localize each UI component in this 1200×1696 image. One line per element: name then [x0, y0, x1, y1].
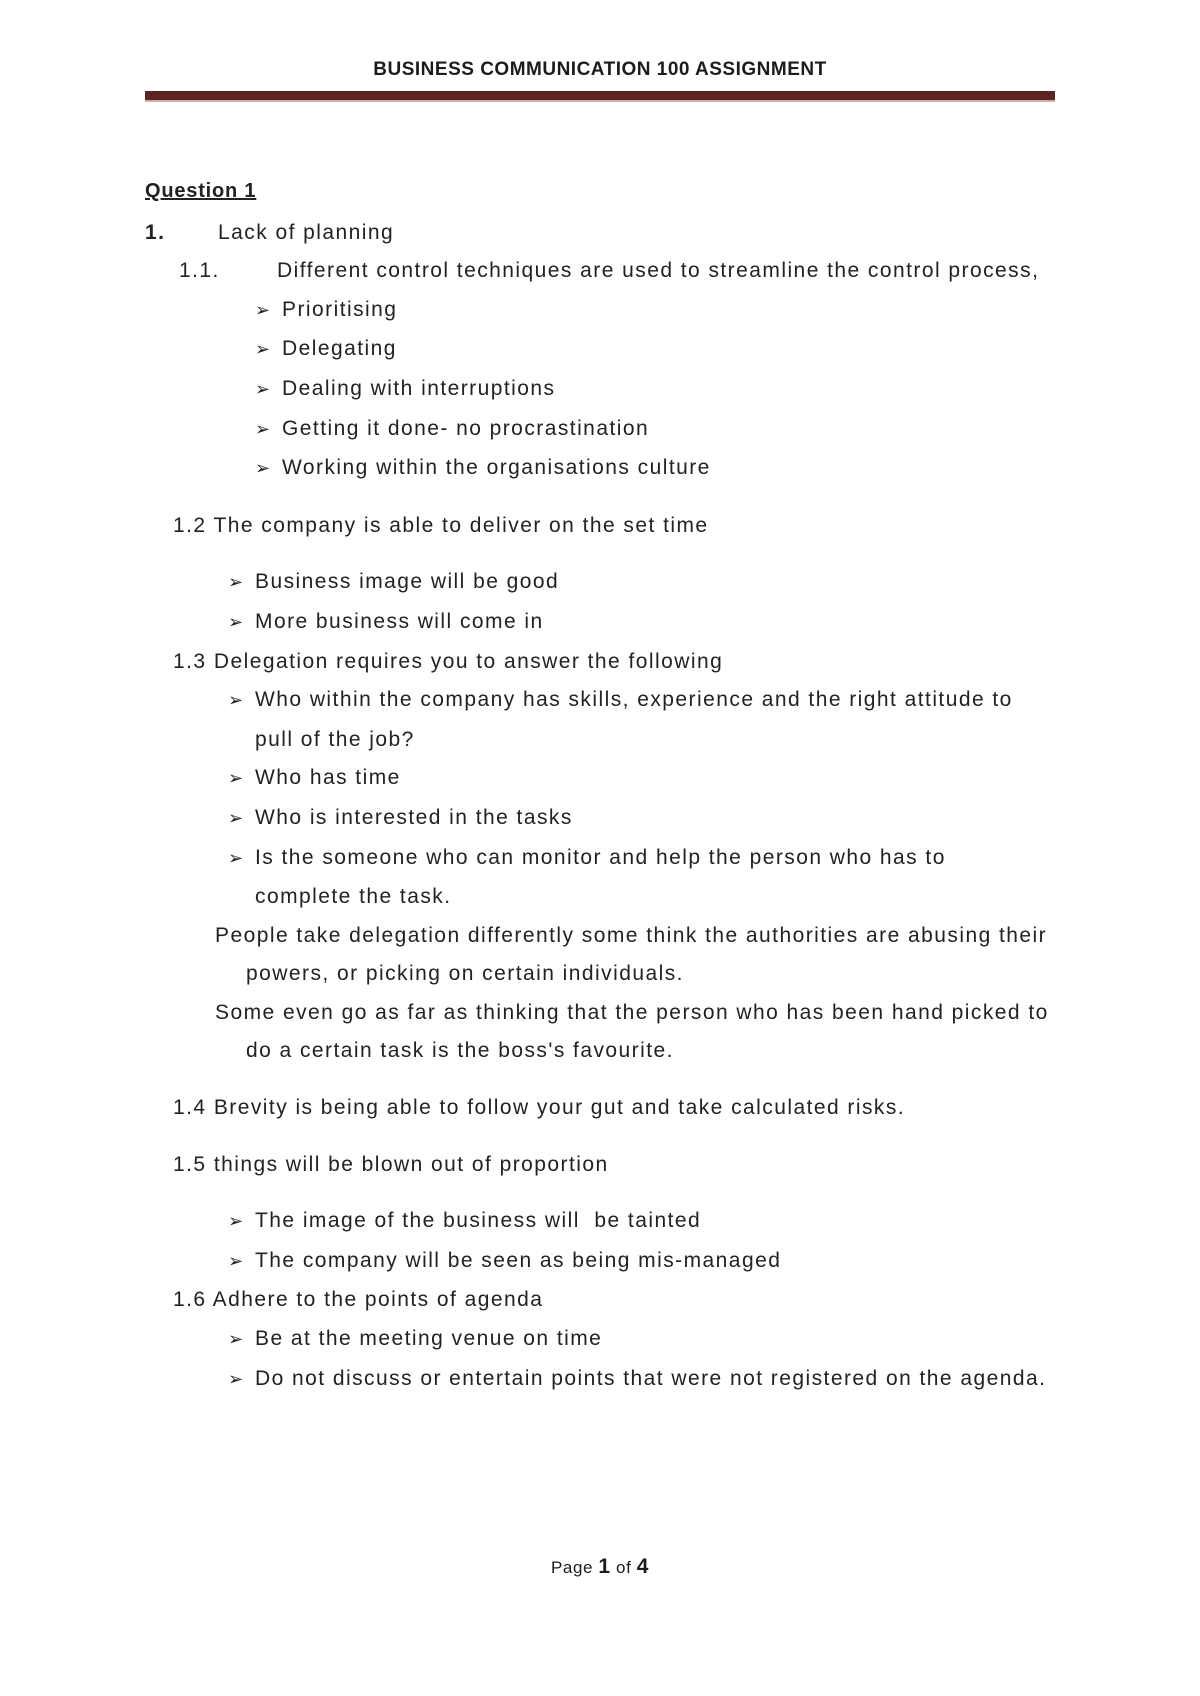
document-body — [0, 172, 1200, 1399]
bullet-arrow-icon: ➢ — [228, 572, 245, 594]
section-heading: Question 1 — [145, 180, 257, 202]
bullet-arrow-icon: ➢ — [228, 1250, 245, 1272]
list-item-1-6: 1.6 Adhere to the points of agenda — [173, 1288, 544, 1312]
footer-of-label: of — [616, 1558, 632, 1577]
bullet-item — [145, 839, 1047, 917]
bullet-item — [145, 291, 1055, 331]
list-item-1-2: 1.2 The company is able to deliver on the set time — [173, 513, 709, 537]
bullet-arrow-icon: ➢ — [228, 807, 245, 829]
bullet-text: The company will be seen as being mis-managed — [255, 1248, 782, 1272]
bullet-item — [145, 1242, 1055, 1282]
bullet-item — [145, 1360, 1055, 1400]
list-item-1 — [145, 214, 1055, 253]
bullet-text: Who is interested in the tasks — [255, 805, 573, 829]
bullet-arrow-icon: ➢ — [228, 847, 245, 869]
bullet-list-1-1 — [145, 291, 1055, 489]
bullet-arrow-icon: ➢ — [255, 339, 272, 361]
bullet-text: The image of the business will be tainted — [255, 1209, 702, 1233]
bullet-item — [145, 681, 1047, 759]
bullet-arrow-icon: ➢ — [228, 768, 245, 790]
title-rule — [145, 91, 1055, 102]
bullet-item — [145, 449, 1055, 489]
bullet-text: More business will come in — [255, 609, 544, 633]
bullet-text: Prioritising — [282, 297, 398, 321]
list-item-1-4: 1.4 Brevity is being able to follow your gut and take calculated risks. — [173, 1096, 906, 1120]
paragraph-delegation-perception: People take delegation differently some think the authorities are abusing their powers, or picking on certain individuals. — [215, 923, 1048, 986]
bullet-item — [145, 759, 1047, 799]
bullet-item — [145, 799, 1047, 839]
list-item-1-number: 1. — [145, 220, 166, 244]
bullet-item — [145, 1202, 1055, 1242]
bullet-list-1-3 — [145, 681, 1055, 917]
footer-page-label: Page — [550, 1558, 594, 1577]
bullet-text: Who has time — [255, 766, 401, 790]
bullet-arrow-icon: ➢ — [228, 1329, 245, 1351]
bullet-text: Do not discuss or entertain points that were not registered on the agenda. — [255, 1366, 1047, 1390]
bullet-list-1-6 — [145, 1320, 1055, 1399]
page-header — [0, 0, 1200, 102]
bullet-list-1-2 — [145, 563, 1055, 642]
bullet-item — [145, 370, 1055, 410]
bullet-list-1-5 — [145, 1202, 1055, 1281]
bullet-text: Who within the company has skills, experience and the right attitude to pull of the job? — [255, 688, 1013, 751]
list-item-1-3: 1.3 Delegation requires you to answer the following — [173, 649, 724, 673]
bullet-text: Getting it done- no procrastination — [282, 416, 650, 440]
bullet-arrow-icon: ➢ — [255, 299, 272, 321]
document-title: BUSINESS COMMUNICATION 100 ASSIGNMENT — [373, 59, 827, 80]
bullet-item — [145, 410, 1055, 450]
bullet-item — [145, 1320, 1055, 1360]
bullet-arrow-icon: ➢ — [228, 690, 245, 712]
bullet-text: Be at the meeting venue on time — [255, 1327, 603, 1351]
list-item-1-1-text: Different control techniques are used to streamline the control process, — [277, 259, 1040, 283]
bullet-item — [145, 603, 1055, 643]
bullet-text: Delegating — [282, 337, 397, 361]
footer-total-pages: 4 — [636, 1555, 650, 1578]
page-footer — [0, 1552, 1200, 1583]
footer-current-page: 1 — [598, 1555, 611, 1578]
list-item-1-1 — [145, 252, 1055, 291]
bullet-arrow-icon: ➢ — [228, 611, 245, 633]
bullet-arrow-icon: ➢ — [255, 458, 272, 480]
bullet-arrow-icon: ➢ — [228, 1211, 245, 1233]
bullet-text: Is the someone who can monitor and help the person who has to complete the task. — [255, 845, 946, 909]
bullet-text: Dealing with interruptions — [282, 376, 556, 400]
list-item-1-text: Lack of planning — [218, 220, 395, 244]
bullet-arrow-icon: ➢ — [255, 418, 272, 440]
paragraph-boss-favourite: Some even go as far as thinking that the person who has been hand picked to do a certain task is the boss's favourite. — [215, 1000, 1049, 1063]
bullet-arrow-icon: ➢ — [228, 1368, 245, 1390]
bullet-arrow-icon: ➢ — [255, 378, 272, 400]
list-item-1-1-number: 1.1. — [179, 259, 220, 283]
bullet-item — [145, 563, 1055, 603]
bullet-text: Working within the organisations culture — [282, 456, 711, 480]
list-item-1-5: 1.5 things will be blown out of proportion — [173, 1152, 609, 1176]
bullet-item — [145, 330, 1055, 370]
bullet-text: Business image will be good — [255, 570, 560, 594]
